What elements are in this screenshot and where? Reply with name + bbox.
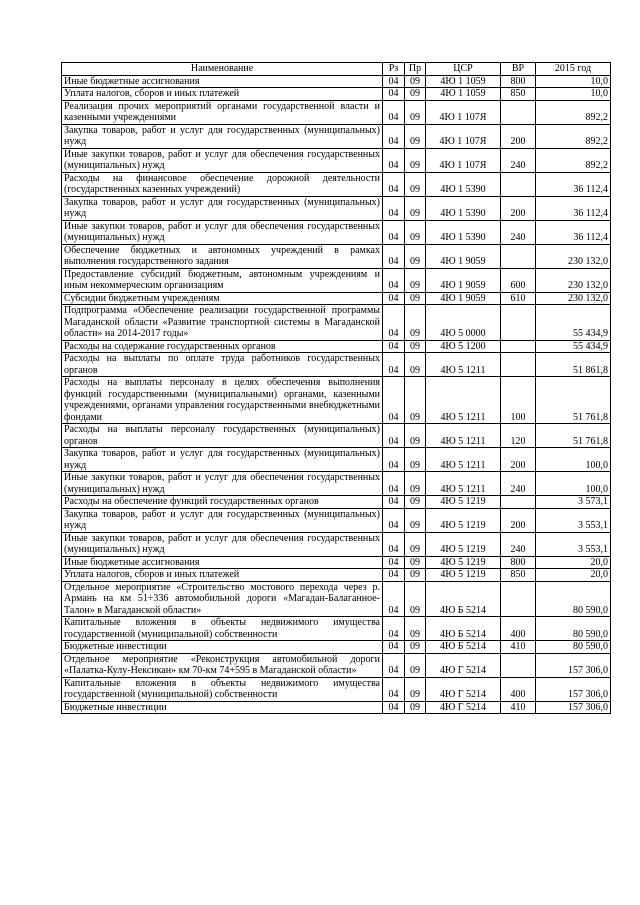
cell-csr: 4Ю 5 1219 (426, 556, 501, 569)
table-row (62, 496, 611, 509)
cell-vr: 100 (501, 377, 536, 424)
cell-vr: 200 (501, 448, 536, 472)
cell-vr: 240 (501, 532, 536, 556)
cell-sum: 36 112,4 (536, 220, 611, 244)
table-row (62, 172, 611, 196)
cell-vr: 410 (501, 701, 536, 714)
cell-csr: 4Ю Г 5214 (426, 677, 501, 701)
cell-name: Предоставление субсидий бюджетным, автономным учреждениям и иным некоммерческим организациям (62, 268, 383, 292)
cell-sum: 100,0 (536, 472, 611, 496)
cell-csr: 4Ю 1 9059 (426, 268, 501, 292)
cell-rz: 04 (383, 677, 405, 701)
cell-pr: 09 (405, 148, 426, 172)
cell-rz: 04 (383, 292, 405, 305)
cell-vr: 800 (501, 75, 536, 88)
cell-rz: 04 (383, 88, 405, 101)
cell-sum: 230 132,0 (536, 268, 611, 292)
cell-name: Расходы на обеспечение функций государственных органов (62, 496, 383, 509)
cell-name: Расходы на выплаты персоналу в целях обеспечения выполнения функций государственными (муниципальными) органами, казенными учреждениями, органами управления государственными внебюджетными фондами (62, 377, 383, 424)
cell-pr: 09 (405, 508, 426, 532)
table-row (62, 472, 611, 496)
cell-rz: 04 (383, 496, 405, 509)
table-header-row (62, 63, 611, 76)
cell-pr: 09 (405, 100, 426, 124)
cell-pr: 09 (405, 472, 426, 496)
table-row (62, 653, 611, 677)
cell-csr: 4Ю 5 0000 (426, 305, 501, 341)
cell-vr: 400 (501, 617, 536, 641)
cell-name: Подпрограмма «Обеспечение реализации государственной программы Магаданской области «Развитие транспортной системы в Магаданской области» на 2014-2017 годы» (62, 305, 383, 341)
cell-rz: 04 (383, 508, 405, 532)
cell-csr: 4Ю Б 5214 (426, 617, 501, 641)
cell-sum: 10,0 (536, 75, 611, 88)
header-pr: Пр (405, 63, 426, 76)
cell-pr: 09 (405, 424, 426, 448)
cell-csr: 4Ю 1 1059 (426, 88, 501, 101)
cell-sum: 230 132,0 (536, 244, 611, 268)
table-row (62, 617, 611, 641)
cell-csr: 4Ю 5 1211 (426, 377, 501, 424)
cell-rz: 04 (383, 124, 405, 148)
cell-rz: 04 (383, 196, 405, 220)
cell-rz: 04 (383, 220, 405, 244)
cell-name: Закупка товаров, работ и услуг для государственных (муниципальных) нужд (62, 196, 383, 220)
cell-vr: 410 (501, 641, 536, 654)
cell-csr: 4Ю 1 107Я (426, 100, 501, 124)
cell-pr: 09 (405, 448, 426, 472)
table-row (62, 244, 611, 268)
cell-rz: 04 (383, 581, 405, 617)
cell-name: Иные бюджетные ассигнования (62, 556, 383, 569)
cell-pr: 09 (405, 196, 426, 220)
cell-csr: 4Ю 5 1219 (426, 569, 501, 582)
cell-vr: 240 (501, 148, 536, 172)
cell-csr: 4Ю Г 5214 (426, 653, 501, 677)
table-row (62, 268, 611, 292)
cell-csr: 4Ю 1 1059 (426, 75, 501, 88)
cell-rz: 04 (383, 377, 405, 424)
cell-rz: 04 (383, 100, 405, 124)
cell-csr: 4Ю 5 1219 (426, 532, 501, 556)
cell-vr (501, 496, 536, 509)
cell-sum: 51 761,8 (536, 424, 611, 448)
cell-vr: 600 (501, 268, 536, 292)
header-year: 2015 год (536, 63, 611, 76)
cell-rz: 04 (383, 148, 405, 172)
cell-rz: 04 (383, 532, 405, 556)
cell-csr: 4Ю 1 9059 (426, 292, 501, 305)
cell-sum: 55 434,9 (536, 305, 611, 341)
cell-vr (501, 340, 536, 353)
cell-name: Субсидии бюджетным учреждениям (62, 292, 383, 305)
cell-pr: 09 (405, 244, 426, 268)
cell-rz: 04 (383, 556, 405, 569)
cell-rz: 04 (383, 569, 405, 582)
cell-name: Закупка товаров, работ и услуг для государственных (муниципальных) нужд (62, 124, 383, 148)
cell-name: Иные закупки товаров, работ и услуг для обеспечения государственных (муниципальных) нужд (62, 532, 383, 556)
cell-vr: 400 (501, 677, 536, 701)
cell-vr: 850 (501, 88, 536, 101)
cell-name: Обеспечение бюджетных и автономных учреждений в рамках выполнения государственного задания (62, 244, 383, 268)
table-row (62, 88, 611, 101)
cell-pr: 09 (405, 305, 426, 341)
table-row (62, 508, 611, 532)
cell-sum: 3 573,1 (536, 496, 611, 509)
cell-name: Бюджетные инвестиции (62, 641, 383, 654)
cell-sum: 157 306,0 (536, 677, 611, 701)
cell-name: Иные закупки товаров, работ и услуг для обеспечения государственных (муниципальных) нужд (62, 220, 383, 244)
cell-csr: 4Ю 1 107Я (426, 148, 501, 172)
cell-sum: 80 590,0 (536, 641, 611, 654)
cell-csr: 4Ю Б 5214 (426, 581, 501, 617)
cell-vr: 120 (501, 424, 536, 448)
table-row (62, 677, 611, 701)
cell-pr: 09 (405, 75, 426, 88)
table-row (62, 448, 611, 472)
table-row (62, 75, 611, 88)
cell-pr: 09 (405, 340, 426, 353)
cell-name: Отдельное мероприятие «Строительство мостового перехода через р. Армань на км 51÷336 автомобильной дороги «Магадан-Балаганное-Талон» в Магаданской области» (62, 581, 383, 617)
table-row (62, 148, 611, 172)
cell-rz: 04 (383, 472, 405, 496)
header-name: Наименование (62, 63, 383, 76)
cell-pr: 09 (405, 268, 426, 292)
cell-pr: 09 (405, 220, 426, 244)
table-row (62, 377, 611, 424)
cell-vr: 850 (501, 569, 536, 582)
cell-pr: 09 (405, 701, 426, 714)
cell-vr: 200 (501, 196, 536, 220)
cell-rz: 04 (383, 424, 405, 448)
cell-sum: 3 553,1 (536, 532, 611, 556)
cell-name: Расходы на выплаты персоналу государственных (муниципальных) органов (62, 424, 383, 448)
cell-name: Закупка товаров, работ и услуг для государственных (муниципальных) нужд (62, 508, 383, 532)
cell-sum: 892,2 (536, 148, 611, 172)
table-row (62, 556, 611, 569)
cell-vr (501, 353, 536, 377)
table-row (62, 220, 611, 244)
cell-vr (501, 581, 536, 617)
cell-csr: 4Ю Г 5214 (426, 701, 501, 714)
table-row (62, 292, 611, 305)
cell-pr: 09 (405, 569, 426, 582)
cell-vr: 240 (501, 472, 536, 496)
cell-vr (501, 653, 536, 677)
cell-pr: 09 (405, 172, 426, 196)
cell-csr: 4Ю 1 5390 (426, 172, 501, 196)
cell-rz: 04 (383, 305, 405, 341)
cell-name: Расходы на содержание государственных органов (62, 340, 383, 353)
cell-csr: 4Ю 1 5390 (426, 220, 501, 244)
cell-name: Расходы на выплаты по оплате труда работников государственных органов (62, 353, 383, 377)
cell-name: Уплата налогов, сборов и иных платежей (62, 569, 383, 582)
table-row (62, 340, 611, 353)
cell-vr (501, 100, 536, 124)
table-row (62, 124, 611, 148)
cell-rz: 04 (383, 268, 405, 292)
table-row (62, 569, 611, 582)
table-row (62, 532, 611, 556)
cell-pr: 09 (405, 556, 426, 569)
cell-csr: 4Ю 1 107Я (426, 124, 501, 148)
cell-name: Иные бюджетные ассигнования (62, 75, 383, 88)
table-row (62, 100, 611, 124)
cell-sum: 892,2 (536, 124, 611, 148)
cell-pr: 09 (405, 677, 426, 701)
table-row (62, 196, 611, 220)
cell-rz: 04 (383, 617, 405, 641)
cell-rz: 04 (383, 172, 405, 196)
header-csr: ЦСР (426, 63, 501, 76)
cell-name: Отдельное мероприятие «Реконструкция автомобильной дороги «Палатка-Кулу-Нексикан» км 70-км 74+595 в Магаданской области» (62, 653, 383, 677)
cell-name: Реализация прочих мероприятий органами государственной власти и казенными учреждениями (62, 100, 383, 124)
cell-rz: 04 (383, 340, 405, 353)
cell-vr: 610 (501, 292, 536, 305)
cell-csr: 4Ю 1 9059 (426, 244, 501, 268)
cell-sum: 10,0 (536, 88, 611, 101)
cell-csr: 4Ю 5 1200 (426, 340, 501, 353)
budget-table (61, 62, 611, 714)
cell-rz: 04 (383, 244, 405, 268)
cell-rz: 04 (383, 75, 405, 88)
cell-pr: 09 (405, 653, 426, 677)
cell-sum: 20,0 (536, 556, 611, 569)
cell-pr: 09 (405, 292, 426, 305)
cell-pr: 09 (405, 641, 426, 654)
cell-csr: 4Ю 1 5390 (426, 196, 501, 220)
cell-sum: 36 112,4 (536, 196, 611, 220)
cell-name: Иные закупки товаров, работ и услуг для обеспечения государственных (муниципальных) нужд (62, 148, 383, 172)
cell-pr: 09 (405, 353, 426, 377)
cell-rz: 04 (383, 641, 405, 654)
table-row (62, 641, 611, 654)
cell-rz: 04 (383, 653, 405, 677)
cell-name: Бюджетные инвестиции (62, 701, 383, 714)
cell-rz: 04 (383, 353, 405, 377)
cell-sum: 80 590,0 (536, 581, 611, 617)
cell-name: Уплата налогов, сборов и иных платежей (62, 88, 383, 101)
cell-pr: 09 (405, 532, 426, 556)
cell-rz: 04 (383, 448, 405, 472)
cell-sum: 3 553,1 (536, 508, 611, 532)
cell-vr (501, 172, 536, 196)
cell-sum: 892,2 (536, 100, 611, 124)
cell-csr: 4Ю 5 1211 (426, 424, 501, 448)
header-rz: Рз (383, 63, 405, 76)
cell-csr: 4Ю 5 1211 (426, 448, 501, 472)
cell-csr: 4Ю Б 5214 (426, 641, 501, 654)
cell-vr (501, 244, 536, 268)
cell-vr (501, 305, 536, 341)
cell-sum: 230 132,0 (536, 292, 611, 305)
cell-pr: 09 (405, 617, 426, 641)
cell-name: Расходы на финансовое обеспечение дорожной деятельности (государственных казенных учреждений) (62, 172, 383, 196)
cell-sum: 80 590,0 (536, 617, 611, 641)
cell-pr: 09 (405, 377, 426, 424)
cell-csr: 4Ю 5 1211 (426, 472, 501, 496)
cell-sum: 157 306,0 (536, 701, 611, 714)
cell-sum: 157 306,0 (536, 653, 611, 677)
cell-sum: 55 434,9 (536, 340, 611, 353)
cell-name: Капитальные вложения в объекты недвижимого имущества государственной (муниципальной) собственности (62, 677, 383, 701)
cell-csr: 4Ю 5 1219 (426, 496, 501, 509)
cell-sum: 20,0 (536, 569, 611, 582)
cell-sum: 36 112,4 (536, 172, 611, 196)
cell-csr: 4Ю 5 1219 (426, 508, 501, 532)
cell-vr: 240 (501, 220, 536, 244)
cell-vr: 800 (501, 556, 536, 569)
table-row (62, 581, 611, 617)
cell-vr: 200 (501, 508, 536, 532)
cell-vr: 200 (501, 124, 536, 148)
cell-name: Капитальные вложения в объекты недвижимого имущества государственной (муниципальной) собственности (62, 617, 383, 641)
cell-pr: 09 (405, 124, 426, 148)
cell-name: Закупка товаров, работ и услуг для государственных (муниципальных) нужд (62, 448, 383, 472)
header-vr: ВР (501, 63, 536, 76)
cell-sum: 51 761,8 (536, 377, 611, 424)
table-body (62, 75, 611, 714)
cell-sum: 100,0 (536, 448, 611, 472)
table-row (62, 424, 611, 448)
table-row (62, 305, 611, 341)
cell-name: Иные закупки товаров, работ и услуг для обеспечения государственных (муниципальных) нужд (62, 472, 383, 496)
cell-sum: 51 861,8 (536, 353, 611, 377)
cell-pr: 09 (405, 496, 426, 509)
cell-pr: 09 (405, 581, 426, 617)
cell-rz: 04 (383, 701, 405, 714)
cell-csr: 4Ю 5 1211 (426, 353, 501, 377)
table-row (62, 353, 611, 377)
cell-pr: 09 (405, 88, 426, 101)
table-row (62, 701, 611, 714)
